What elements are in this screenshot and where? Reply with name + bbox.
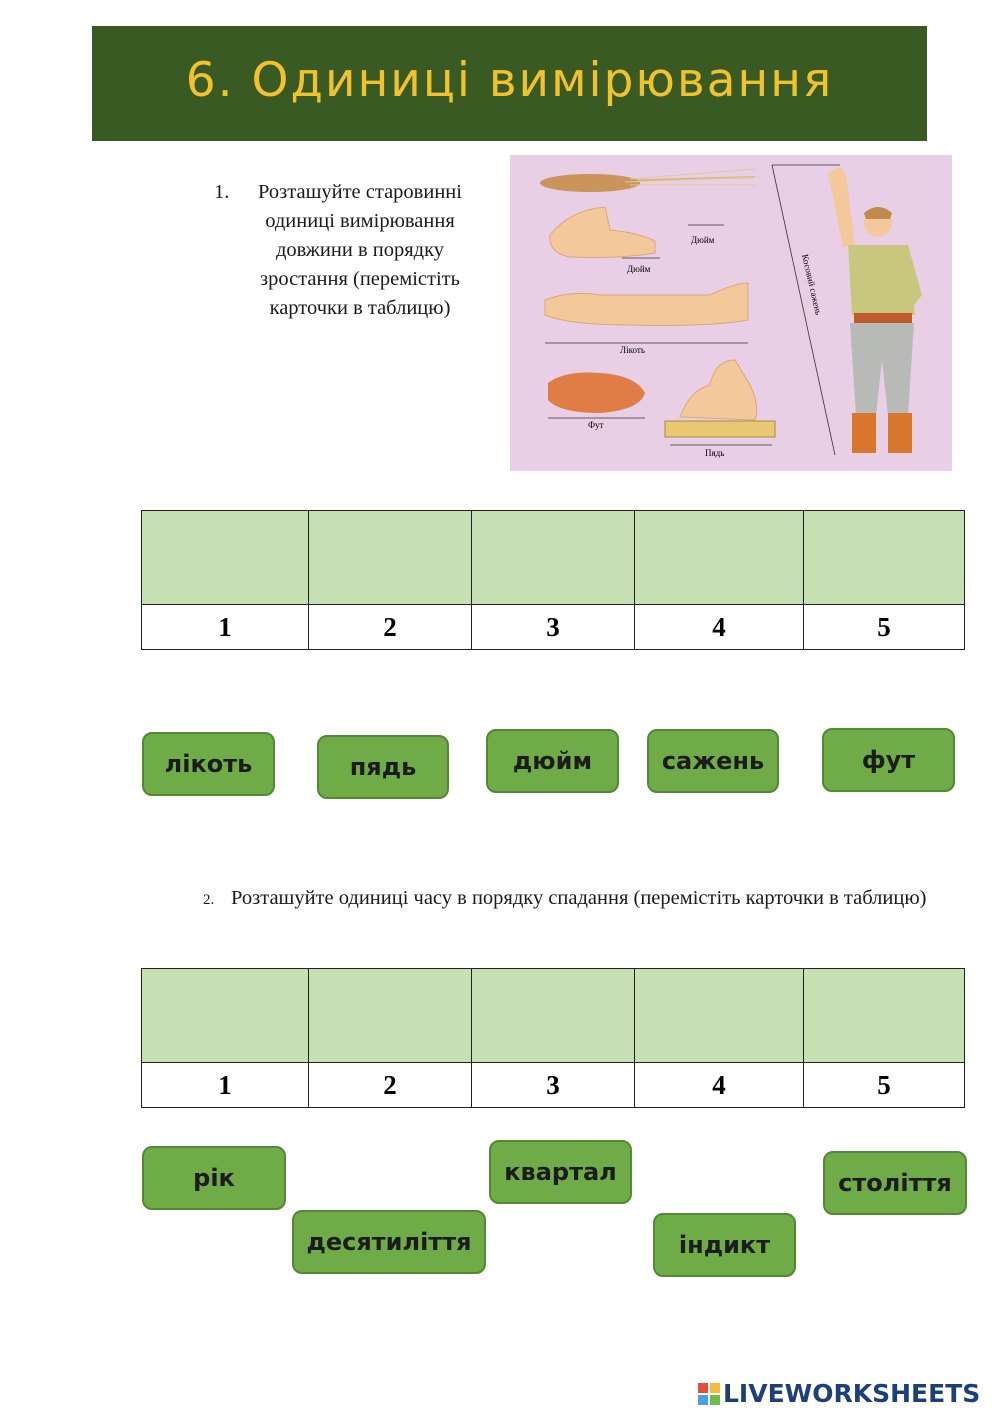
card-likot[interactable]: лікоть <box>142 732 275 796</box>
length-drop-slot-3[interactable] <box>472 511 635 605</box>
length-drop-slot-1[interactable] <box>142 511 309 605</box>
length-slot-number: 3 <box>472 605 635 650</box>
man-figure-image <box>828 167 922 453</box>
ruler-image <box>665 421 775 437</box>
inch-label: Дюйм <box>627 264 651 274</box>
wheat-ear-image <box>540 169 760 192</box>
length-slot-number: 5 <box>804 605 965 650</box>
span-hand-image <box>680 360 757 420</box>
length-order-table <box>141 510 965 650</box>
page-title: 6. Одиниці вимірювання <box>185 53 834 108</box>
card-stolittia[interactable]: століття <box>823 1151 967 1215</box>
span-label: Пядь <box>705 448 725 458</box>
sazhen-label: Косовий сажень <box>800 253 824 316</box>
liveworksheets-logo-icon <box>698 1383 720 1405</box>
time-slot-number: 2 <box>309 1063 472 1108</box>
time-drop-slot-2[interactable] <box>309 969 472 1063</box>
task-1-number: 1. <box>214 181 230 203</box>
elbow-label: Лікоть <box>620 345 645 355</box>
card-indykt[interactable]: індикт <box>653 1213 796 1277</box>
length-slot-number: 2 <box>309 605 472 650</box>
time-order-table <box>141 968 965 1108</box>
card-duim[interactable]: дюйм <box>486 729 619 793</box>
task-2-instruction <box>203 884 933 913</box>
title-banner <box>92 26 927 141</box>
time-drop-slot-5[interactable] <box>804 969 965 1063</box>
card-desiatylittia[interactable]: десятиліття <box>292 1210 486 1274</box>
foot-label: Фут <box>588 420 604 430</box>
card-piad[interactable]: пядь <box>317 735 449 799</box>
length-slot-number: 4 <box>635 605 804 650</box>
time-drop-slot-1[interactable] <box>142 969 309 1063</box>
time-slot-number: 3 <box>472 1063 635 1108</box>
length-slot-number: 1 <box>142 605 309 650</box>
task-2-text: Розташуйте одиниці часу в порядку спадання (перемістіть карточки в таблицю) <box>231 887 927 909</box>
card-kvartal[interactable]: квартал <box>489 1140 632 1204</box>
task-1-instruction <box>214 178 504 323</box>
length-drop-slot-4[interactable] <box>635 511 804 605</box>
length-drop-slot-2[interactable] <box>309 511 472 605</box>
time-drop-slot-3[interactable] <box>472 969 635 1063</box>
task-1-text: Розташуйте старовинні одиниці вимірювання довжини в порядку зростання (перемістіть карточки в таблицю) <box>258 181 462 319</box>
liveworksheets-brand <box>698 1379 980 1408</box>
task-2-number: 2. <box>203 892 215 908</box>
card-sazhen[interactable]: сажень <box>647 729 779 793</box>
arm-image <box>545 283 748 325</box>
card-rik[interactable]: рік <box>142 1146 286 1210</box>
time-drop-slot-4[interactable] <box>635 969 804 1063</box>
card-fut[interactable]: фут <box>822 728 955 792</box>
thumb-image <box>550 207 655 258</box>
time-slot-number: 4 <box>635 1063 804 1108</box>
time-slot-number: 5 <box>804 1063 965 1108</box>
length-drop-slot-5[interactable] <box>804 511 965 605</box>
length-units-illustration <box>510 155 952 471</box>
inch-label-2: Дюйм <box>691 235 715 245</box>
foot-image <box>548 372 645 413</box>
time-slot-number: 1 <box>142 1063 309 1108</box>
brand-name: LIVEWORKSHEETS <box>723 1379 981 1408</box>
